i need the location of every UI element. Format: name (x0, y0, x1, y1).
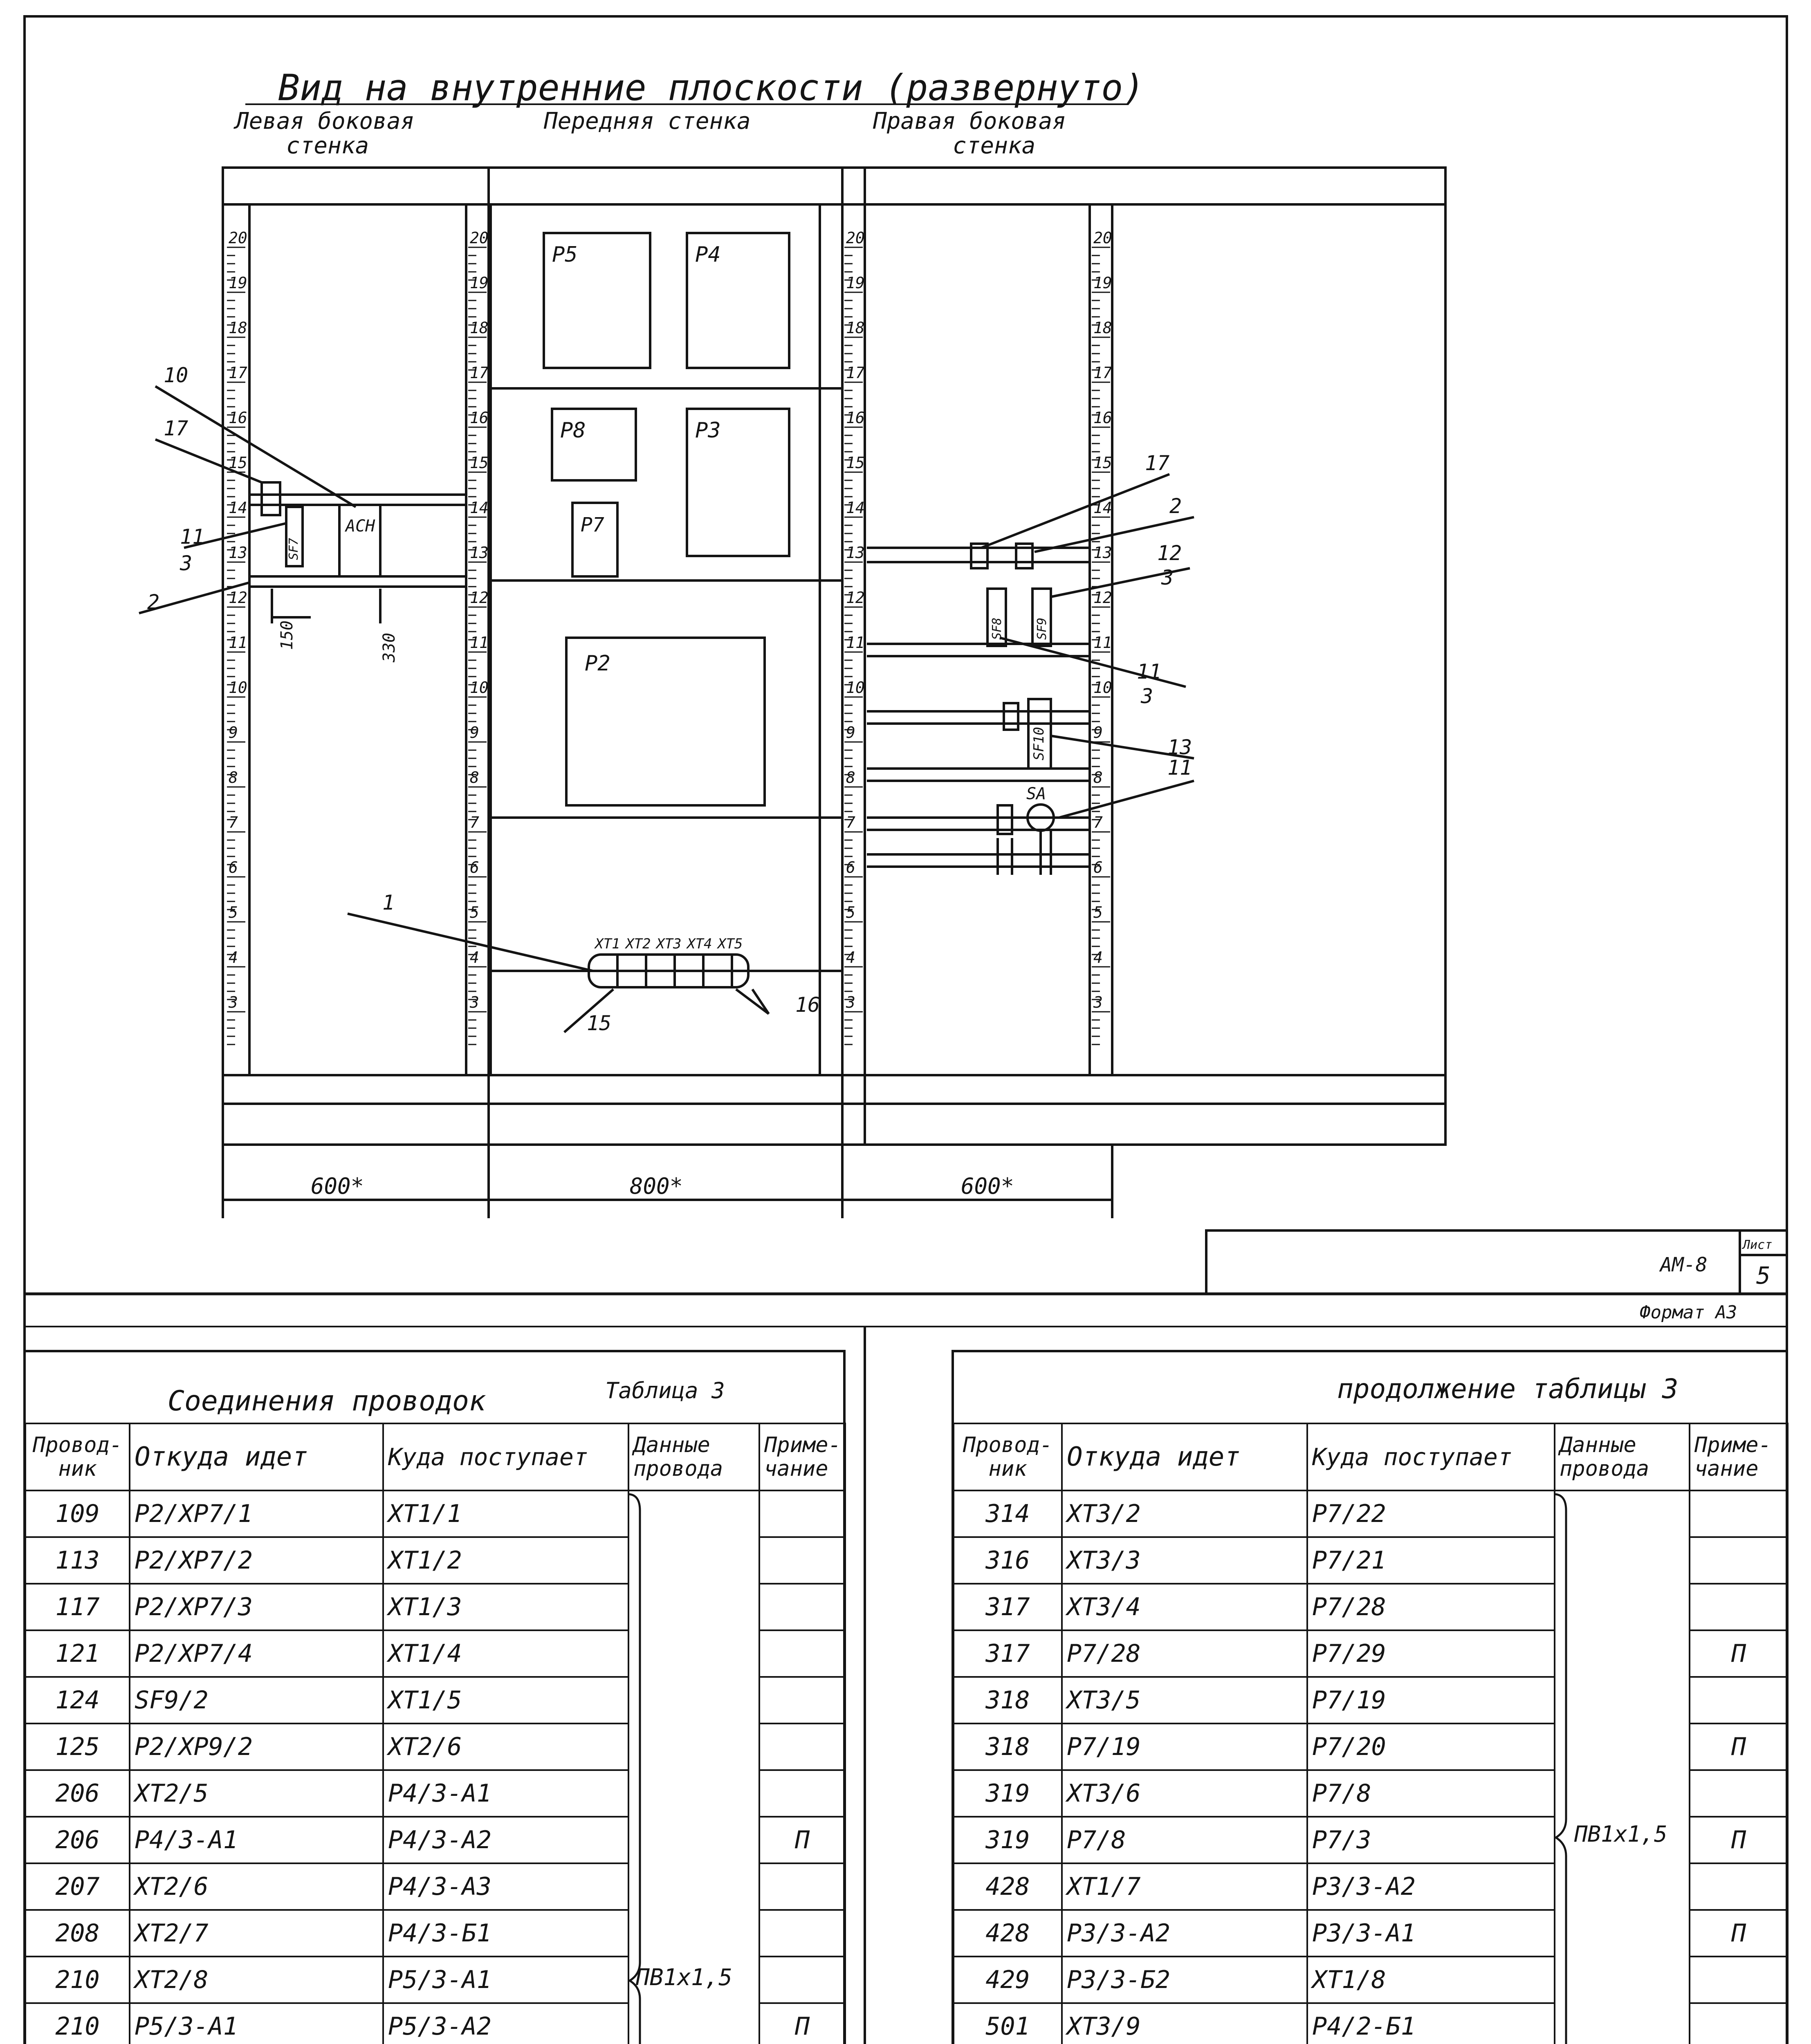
header-to: Куда поступает (1307, 1423, 1555, 1490)
from-cell: P7/28 (1062, 1630, 1307, 1677)
scale-front-right-num: 17 (846, 364, 865, 382)
note-cell: П (1690, 1630, 1788, 1677)
scale-right-num: 16 (1093, 409, 1112, 427)
wire-number: 117 (25, 1584, 130, 1630)
to-cell: P7/22 (1307, 1490, 1555, 1537)
callout-12: 12 (1157, 541, 1182, 565)
dim-330: 330 (380, 632, 399, 662)
terminal-xt4: XT4 (687, 936, 712, 952)
wire-number: 428 (954, 1863, 1062, 1910)
note-cell: П (1690, 1817, 1788, 1863)
scale-left-num: 11 (229, 634, 247, 652)
device-ach-label: ACH (346, 517, 375, 536)
wire-number: 210 (25, 1957, 130, 2003)
scale-front-left-num: 8 (470, 769, 479, 787)
from-cell: XT3/9 (1062, 2003, 1307, 2044)
to-cell: P4/3-A1 (383, 1770, 628, 1817)
wire-number: 317 (954, 1630, 1062, 1677)
scale-front-left-num: 15 (470, 454, 489, 472)
from-cell: P2/XP7/2 (130, 1537, 383, 1584)
to-cell: P4/2-Б1 (1307, 2003, 1555, 2044)
scale-right-num: 4 (1093, 948, 1103, 966)
scale-left-num: 12 (229, 589, 247, 607)
scale-front-right-num: 14 (846, 499, 865, 517)
to-cell: P7/19 (1307, 1677, 1555, 1724)
wire-number: 317 (954, 1584, 1062, 1630)
scale-front-left-num: 6 (470, 858, 479, 876)
to-cell: P5/3-A1 (383, 1957, 628, 2003)
scale-front-left-num: 9 (470, 724, 479, 742)
dim-width-right: 600* (961, 1173, 1014, 1199)
scale-right-num: 10 (1093, 679, 1112, 697)
callout-2-left: 2 (147, 590, 160, 614)
wire-number: 206 (25, 1770, 130, 1817)
scale-left-num: 10 (229, 679, 247, 697)
wire-number: 206 (25, 1817, 130, 1863)
wire-number: 429 (954, 1957, 1062, 2003)
callout-11-right-a: 11 (1137, 660, 1162, 684)
wire-number: 318 (954, 1677, 1062, 1724)
terminal-xt1: XT1 (595, 936, 620, 952)
table-right-wire-data: ПВ1х1,5 (1574, 1821, 1667, 1847)
scale-left-num: 13 (229, 544, 247, 562)
scale-front-right-num: 12 (846, 589, 865, 607)
wire-number: 319 (954, 1770, 1062, 1817)
label-right-wall-2: стенка (953, 132, 1036, 159)
scale-left-num: 3 (229, 993, 238, 1011)
to-cell: P7/29 (1307, 1630, 1555, 1677)
scale-right-num: 15 (1093, 454, 1112, 472)
header-wire-data: Данные провода (628, 1423, 759, 1490)
terminal-xt3: XT3 (656, 936, 682, 952)
scale-front-right-num: 19 (846, 274, 865, 292)
scale-front-right-num: 13 (846, 544, 865, 562)
callout-1: 1 (382, 891, 395, 914)
device-p4-label: P4 (695, 242, 721, 267)
stamp-top-sheet-label: Лист (1743, 1238, 1773, 1252)
scale-right-num: 18 (1093, 319, 1112, 337)
to-cell: P7/28 (1307, 1584, 1555, 1630)
to-cell: P4/3-A3 (383, 1863, 628, 1910)
from-cell: XT1/7 (1062, 1863, 1307, 1910)
scale-left-num: 20 (229, 229, 247, 247)
scale-front-right-num: 18 (846, 319, 865, 337)
scale-left-num: 19 (229, 274, 247, 292)
scale-front-right-num: 6 (846, 858, 855, 876)
callout-11-left: 11 (180, 525, 205, 549)
scale-right-num: 12 (1093, 589, 1112, 607)
to-cell: XT1/5 (383, 1677, 628, 1724)
scale-left-num: 17 (229, 364, 247, 382)
to-cell: P3/3-A1 (1307, 1910, 1555, 1957)
callout-3-left: 3 (180, 551, 193, 575)
scale-right-num: 6 (1093, 858, 1103, 876)
device-sa-label: SA (1026, 784, 1046, 803)
scale-front-left-num: 4 (470, 948, 479, 966)
scale-right-num: 11 (1093, 634, 1112, 652)
scale-right-num: 14 (1093, 499, 1112, 517)
device-sf7-label: SF7 (287, 538, 301, 560)
wire-number: 207 (25, 1863, 130, 1910)
device-p3-label: P3 (695, 418, 721, 443)
header-wire-data: Данные провода (1555, 1423, 1690, 1490)
callout-11-right-b: 11 (1167, 756, 1192, 780)
from-cell: XT3/4 (1062, 1584, 1307, 1630)
from-cell: P3/3-A2 (1062, 1910, 1307, 1957)
to-cell: P7/8 (1307, 1770, 1555, 1817)
scale-front-right-num: 7 (846, 814, 855, 831)
device-p5-label: P5 (552, 242, 578, 267)
scale-left-num: 15 (229, 454, 247, 472)
from-cell: XT2/8 (130, 1957, 383, 2003)
to-cell: XT2/6 (383, 1724, 628, 1770)
callout-17-right: 17 (1145, 451, 1170, 475)
device-p7-label: P7 (581, 513, 604, 536)
device-p2-label: P2 (585, 651, 610, 676)
device-sf8-label: SF8 (990, 617, 1004, 640)
callout-3-right-a: 3 (1161, 566, 1174, 589)
to-cell: P4/3-A2 (383, 1817, 628, 1863)
from-cell: XT2/6 (130, 1863, 383, 1910)
callout-13: 13 (1167, 735, 1192, 759)
scale-front-left-num: 19 (470, 274, 489, 292)
from-cell: XT2/5 (130, 1770, 383, 1817)
from-cell: XT3/5 (1062, 1677, 1307, 1724)
callout-16: 16 (795, 993, 820, 1017)
scale-left-num: 16 (229, 409, 247, 427)
scale-right-num: 9 (1093, 724, 1103, 742)
from-cell: SF9/2 (130, 1677, 383, 1724)
header-from: Откуда идет (1062, 1423, 1307, 1490)
to-cell: P7/3 (1307, 1817, 1555, 1863)
from-cell: P2/XP7/3 (130, 1584, 383, 1630)
callout-17-left: 17 (164, 417, 189, 440)
from-cell: P7/19 (1062, 1724, 1307, 1770)
to-cell: XT1/8 (1307, 1957, 1555, 2003)
scale-front-right-num: 5 (846, 903, 855, 921)
label-right-wall: Правая боковая (873, 108, 1066, 134)
to-cell: P7/21 (1307, 1537, 1555, 1584)
scale-front-right-num: 3 (846, 993, 855, 1011)
dim-150: 150 (278, 620, 296, 650)
label-left-wall-2: стенка (286, 132, 369, 159)
scale-left-num: 5 (229, 903, 238, 921)
scale-front-right-num: 16 (846, 409, 865, 427)
scale-front-left-num: 11 (470, 634, 489, 652)
note-cell: П (759, 2003, 845, 2044)
scale-right-num: 19 (1093, 274, 1112, 292)
scale-front-left-num: 7 (470, 814, 479, 831)
note-cell: П (1690, 1910, 1788, 1957)
terminal-xt2: XT2 (626, 936, 651, 952)
wire-number: 125 (25, 1724, 130, 1770)
scale-left-num: 7 (229, 814, 238, 831)
note-cell: П (1690, 1724, 1788, 1770)
scale-left-num: 6 (229, 858, 238, 876)
scale-front-left-num: 18 (470, 319, 489, 337)
from-cell: P5/3-A1 (130, 2003, 383, 2044)
from-cell: P4/3-A1 (130, 1817, 383, 1863)
wire-number: 318 (954, 1724, 1062, 1770)
terminal-xt5: XT5 (718, 936, 743, 952)
from-cell: XT3/6 (1062, 1770, 1307, 1817)
wire-number: 319 (954, 1817, 1062, 1863)
to-cell: P5/3-A2 (383, 2003, 628, 2044)
scale-front-right-num: 15 (846, 454, 865, 472)
scale-front-left-num: 17 (470, 364, 489, 382)
wire-number: 501 (954, 2003, 1062, 2044)
to-cell: P4/3-Б1 (383, 1910, 628, 1957)
wire-number: 124 (25, 1677, 130, 1724)
wire-number: 314 (954, 1490, 1062, 1537)
note-cell: П (759, 1817, 845, 1863)
dim-width-left: 600* (311, 1173, 364, 1199)
label-front-wall: Передняя стенка (544, 108, 751, 134)
to-cell: P7/20 (1307, 1724, 1555, 1770)
scale-front-right-num: 8 (846, 769, 855, 787)
to-cell: XT1/4 (383, 1630, 628, 1677)
wire-number: 428 (954, 1910, 1062, 1957)
device-sf9-label: SF9 (1035, 617, 1049, 640)
callout-10: 10 (164, 363, 189, 387)
device-sf10-label: SF10 (1031, 727, 1047, 760)
header-note: Приме-чание (759, 1423, 845, 1490)
table-left-title: Соединения проводок (168, 1385, 486, 1417)
stamp-top-code: AM-8 (1660, 1253, 1708, 1276)
header-note: Приме-чание (1690, 1423, 1788, 1490)
device-p8-label: P8 (560, 418, 586, 443)
scale-front-left-num: 13 (470, 544, 489, 562)
scale-right-num: 8 (1093, 769, 1103, 787)
table-left-label: Таблица 3 (605, 1378, 725, 1403)
wire-number: 210 (25, 2003, 130, 2044)
scale-front-right-num: 9 (846, 724, 855, 742)
scale-front-left-num: 5 (470, 903, 479, 921)
wire-number: 208 (25, 1910, 130, 1957)
stamp-top-format: Формат А3 (1640, 1302, 1737, 1323)
scale-front-right-num: 4 (846, 948, 855, 966)
scale-front-left-num: 16 (470, 409, 489, 427)
scale-front-left-num: 14 (470, 499, 489, 517)
scale-front-left-num: 3 (470, 993, 479, 1011)
scale-front-left-num: 10 (470, 679, 489, 697)
table-left-wire-data: ПВ1х1,5 (636, 1964, 733, 1991)
from-cell: P2/XP9/2 (130, 1724, 383, 1770)
label-left-wall: Левая боковая (235, 108, 415, 134)
callout-15: 15 (587, 1011, 612, 1035)
scale-left-num: 18 (229, 319, 247, 337)
scale-right-num: 3 (1093, 993, 1103, 1011)
dim-width-front: 800* (630, 1173, 683, 1199)
scale-left-num: 9 (229, 724, 238, 742)
to-cell: P3/3-A2 (1307, 1863, 1555, 1910)
wire-number: 121 (25, 1630, 130, 1677)
header-wire: Провод-ник (25, 1423, 130, 1490)
scale-front-right-num: 11 (846, 634, 865, 652)
scale-right-num: 5 (1093, 903, 1103, 921)
scale-front-right-num: 10 (846, 679, 865, 697)
header-from: Откуда идет (130, 1423, 383, 1490)
scale-right-num: 7 (1093, 814, 1103, 831)
scale-right-num: 13 (1093, 544, 1112, 562)
wire-number: 113 (25, 1537, 130, 1584)
wire-number: 109 (25, 1490, 130, 1537)
header-to: Куда поступает (383, 1423, 628, 1490)
table-right-title: продолжение таблицы 3 (1337, 1373, 1679, 1405)
to-cell: XT1/1 (383, 1490, 628, 1537)
scale-left-num: 8 (229, 769, 238, 787)
scale-front-right-num: 20 (846, 229, 865, 247)
to-cell: XT1/3 (383, 1584, 628, 1630)
wire-number: 316 (954, 1537, 1062, 1584)
from-cell: XT3/2 (1062, 1490, 1307, 1537)
scale-left-num: 14 (229, 499, 247, 517)
from-cell: P3/3-Б2 (1062, 1957, 1307, 2003)
scale-right-num: 17 (1093, 364, 1112, 382)
from-cell: XT3/3 (1062, 1537, 1307, 1584)
from-cell: XT2/7 (130, 1910, 383, 1957)
to-cell: XT1/2 (383, 1537, 628, 1584)
scale-left-num: 4 (229, 948, 238, 966)
stamp-top-sheet: 5 (1756, 1262, 1771, 1289)
from-cell: P2/XP7/1 (130, 1490, 383, 1537)
from-cell: P7/8 (1062, 1817, 1307, 1863)
from-cell: P2/XP7/4 (130, 1630, 383, 1677)
drawing-title: Вид на внутренние плоскости (развернуто) (278, 67, 1145, 109)
scale-front-left-num: 12 (470, 589, 489, 607)
scale-right-num: 20 (1093, 229, 1112, 247)
callout-3-right-b: 3 (1141, 684, 1153, 708)
callout-2-right: 2 (1169, 494, 1182, 518)
scale-front-left-num: 20 (470, 229, 489, 247)
header-wire: Провод-ник (954, 1423, 1062, 1490)
